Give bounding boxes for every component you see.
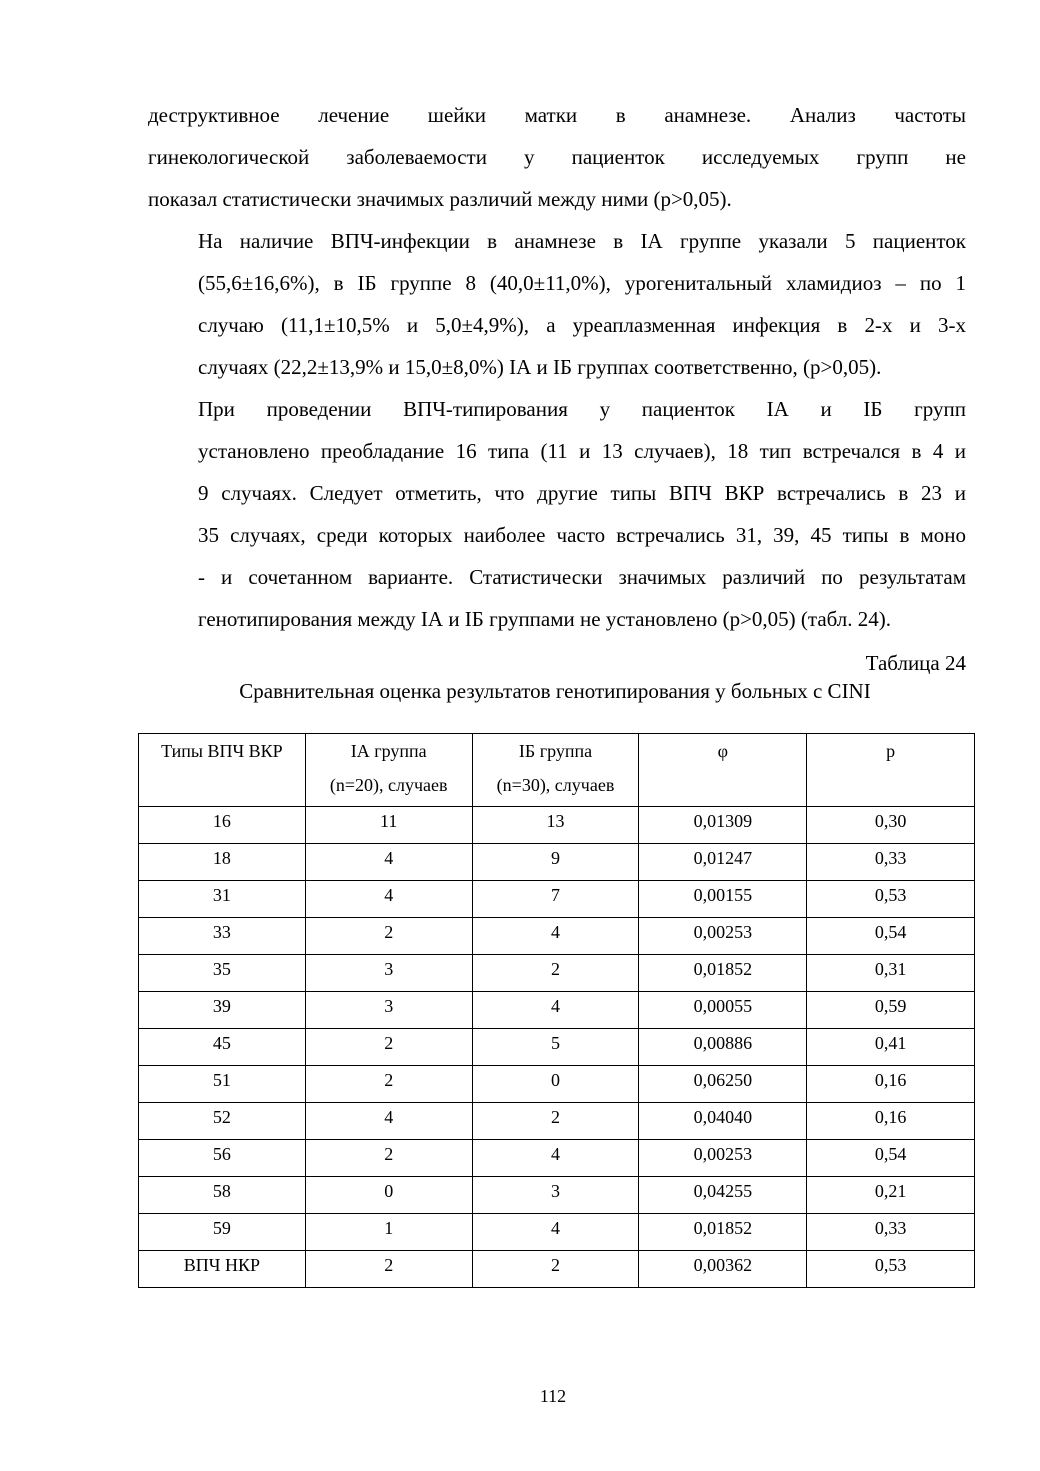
cell-p: 0,59 [807, 992, 975, 1029]
cell-hpv-type: 18 [139, 844, 306, 881]
cell-p: 0,31 [807, 955, 975, 992]
cell-p: 0,53 [807, 1251, 975, 1288]
text-line: генотипирования между IА и IБ группами не установлено (p>0,05) (табл. 24). [198, 607, 892, 631]
table-header-row [139, 734, 975, 807]
text-line: гинекологической заболеваемости у пациенток исследуемых групп не [148, 145, 966, 169]
table-row [139, 1251, 975, 1288]
cell-group-ib: 2 [472, 955, 639, 992]
header-phi: φ [639, 734, 807, 807]
table-label: Таблица 24 [865, 651, 966, 675]
cell-phi: 0,04040 [639, 1103, 807, 1140]
cell-phi: 0,04255 [639, 1177, 807, 1214]
header-group-ib: IБ группа (n=30), случаев [472, 734, 639, 807]
table-row [139, 1029, 975, 1066]
text-line: 9 случаях. Следует отметить, что другие типы ВПЧ ВКР встречались в 23 и [198, 481, 966, 505]
cell-group-ia: 2 [305, 1140, 472, 1177]
table-row [139, 1177, 975, 1214]
cell-hpv-type: 39 [139, 992, 306, 1029]
table-row [139, 881, 975, 918]
text-line: При проведении ВПЧ-типирования у пациенток IА и IБ групп [198, 397, 966, 421]
cell-group-ia: 3 [305, 992, 472, 1029]
cell-group-ib: 2 [472, 1103, 639, 1140]
cell-group-ia: 2 [305, 1251, 472, 1288]
cell-phi: 0,00886 [639, 1029, 807, 1066]
table-row [139, 807, 975, 844]
cell-p: 0,30 [807, 807, 975, 844]
text-line: показал статистически значимых различий между ними (p>0,05). [148, 187, 732, 211]
cell-group-ib: 7 [472, 881, 639, 918]
cell-p: 0,33 [807, 1214, 975, 1251]
table-row [139, 1140, 975, 1177]
text-line: На наличие ВПЧ-инфекции в анамнезе в IА группе указали 5 пациенток [198, 229, 966, 253]
cell-p: 0,41 [807, 1029, 975, 1066]
table-row [139, 955, 975, 992]
text-line: 35 случаях, среди которых наиболее часто встречались 31, 39, 45 типы в моно [198, 523, 966, 547]
cell-group-ia: 4 [305, 844, 472, 881]
cell-hpv-type: 35 [139, 955, 306, 992]
cell-group-ib: 13 [472, 807, 639, 844]
cell-group-ib: 3 [472, 1177, 639, 1214]
cell-group-ib: 4 [472, 918, 639, 955]
genotyping-table [138, 733, 975, 1288]
text-line: случаях (22,2±13,9% и 15,0±8,0%) IА и IБ группах соответственно, (p>0,05). [198, 355, 882, 379]
cell-hpv-type: ВПЧ НКР [139, 1251, 306, 1288]
cell-group-ia: 2 [305, 918, 472, 955]
text-line: установлено преобладание 16 типа (11 и 13 случаев), 18 тип встречался в 4 и [198, 439, 966, 463]
table-row [139, 844, 975, 881]
cell-p: 0,16 [807, 1066, 975, 1103]
header-group-ia: IА группа (n=20), случаев [305, 734, 472, 807]
cell-group-ia: 3 [305, 955, 472, 992]
cell-group-ib: 5 [472, 1029, 639, 1066]
cell-group-ia: 0 [305, 1177, 472, 1214]
paragraph-3 [148, 388, 966, 640]
text-line: - и сочетанном варианте. Статистически значимых различий по результатам [198, 565, 966, 589]
cell-group-ib: 9 [472, 844, 639, 881]
cell-phi: 0,01309 [639, 807, 807, 844]
cell-hpv-type: 31 [139, 881, 306, 918]
cell-p: 0,21 [807, 1177, 975, 1214]
cell-group-ib: 0 [472, 1066, 639, 1103]
cell-group-ia: 1 [305, 1214, 472, 1251]
cell-phi: 0,01247 [639, 844, 807, 881]
cell-hpv-type: 52 [139, 1103, 306, 1140]
cell-hpv-type: 58 [139, 1177, 306, 1214]
header-p: p [807, 734, 975, 807]
cell-group-ib: 4 [472, 992, 639, 1029]
cell-hpv-type: 51 [139, 1066, 306, 1103]
cell-p: 0,54 [807, 1140, 975, 1177]
page-number: 112 [539, 1386, 567, 1406]
table-row [139, 992, 975, 1029]
cell-phi: 0,06250 [639, 1066, 807, 1103]
cell-phi: 0,00362 [639, 1251, 807, 1288]
paragraph-2 [148, 220, 966, 388]
table-row [139, 1214, 975, 1251]
table-row [139, 918, 975, 955]
cell-group-ia: 2 [305, 1066, 472, 1103]
cell-p: 0,54 [807, 918, 975, 955]
table-row [139, 1066, 975, 1103]
cell-phi: 0,00055 [639, 992, 807, 1029]
cell-hpv-type: 56 [139, 1140, 306, 1177]
cell-hpv-type: 33 [139, 918, 306, 955]
cell-p: 0,53 [807, 881, 975, 918]
table-row [139, 1103, 975, 1140]
cell-p: 0,16 [807, 1103, 975, 1140]
cell-hpv-type: 59 [139, 1214, 306, 1251]
cell-group-ia: 2 [305, 1029, 472, 1066]
paragraph-1 [148, 94, 966, 220]
text-line: случаю (11,1±10,5% и 5,0±4,9%), а уреаплазменная инфекция в 2-х и 3-х [198, 313, 966, 337]
cell-phi: 0,01852 [639, 1214, 807, 1251]
text-line: (55,6±16,6%), в IБ группе 8 (40,0±11,0%), урогенитальный хламидиоз – по 1 [198, 271, 966, 295]
cell-hpv-type: 16 [139, 807, 306, 844]
cell-group-ib: 4 [472, 1214, 639, 1251]
cell-group-ia: 11 [305, 807, 472, 844]
cell-group-ia: 4 [305, 881, 472, 918]
cell-group-ib: 2 [472, 1251, 639, 1288]
cell-hpv-type: 45 [139, 1029, 306, 1066]
cell-p: 0,33 [807, 844, 975, 881]
cell-group-ib: 4 [472, 1140, 639, 1177]
cell-phi: 0,01852 [639, 955, 807, 992]
table-caption: Сравнительная оценка результатов генотипирования у больных с CINI [239, 679, 871, 703]
cell-phi: 0,00253 [639, 1140, 807, 1177]
text-line: деструктивное лечение шейки матки в анамнезе. Анализ частоты [148, 103, 966, 127]
cell-group-ia: 4 [305, 1103, 472, 1140]
cell-phi: 0,00253 [639, 918, 807, 955]
header-hpv-types: Типы ВПЧ ВКР [139, 734, 306, 807]
cell-phi: 0,00155 [639, 881, 807, 918]
